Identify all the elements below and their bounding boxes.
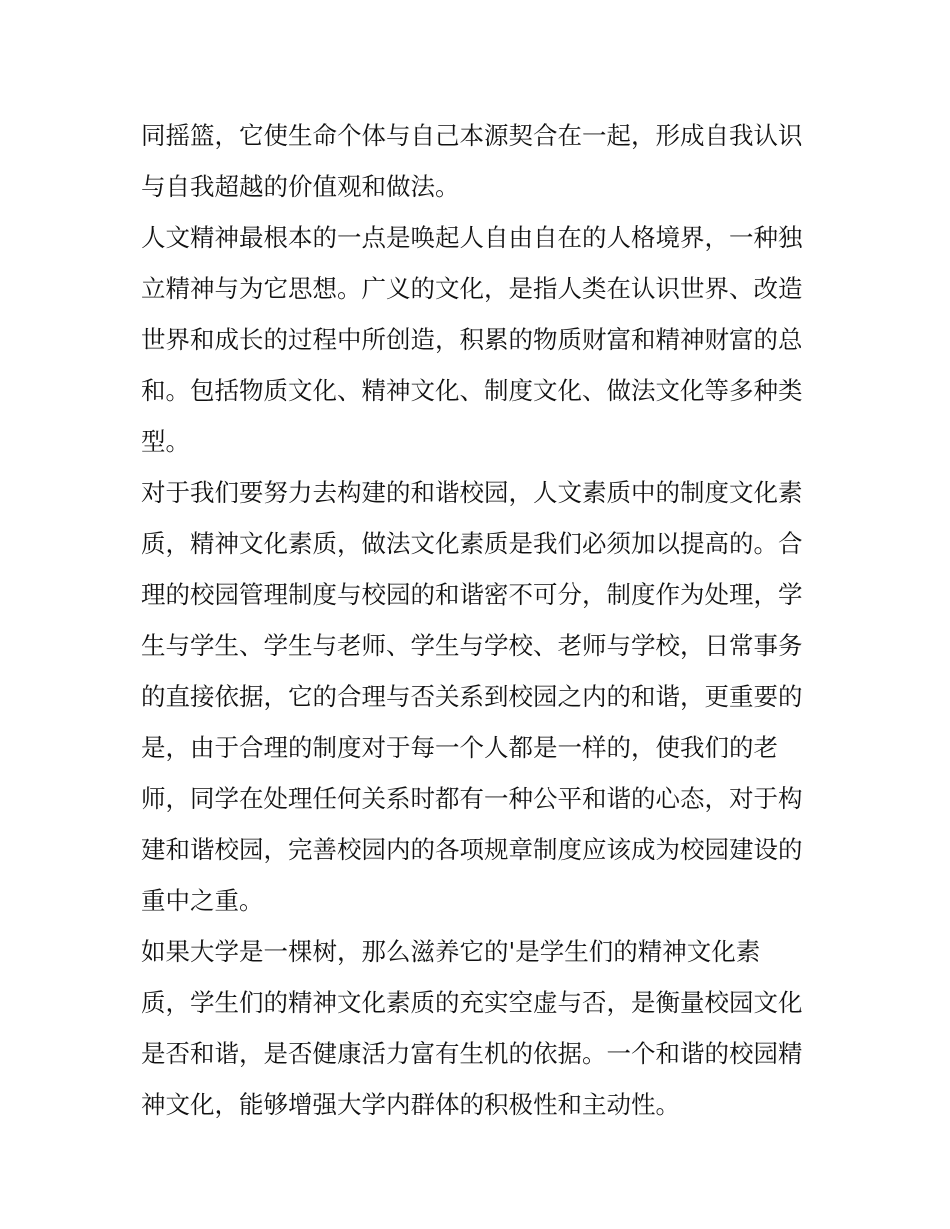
text-line: 师，同学在处理任何关系时都有一种公平和谐的心态，对于构 bbox=[141, 784, 803, 813]
text-line: 人文精神最根本的一点是唤起人自由自在的人格境界，一种独 bbox=[141, 223, 803, 252]
text-line: 质，学生们的精神文化素质的充实空虚与否，是衡量校园文化 bbox=[141, 988, 803, 1017]
text-line: 是，由于合理的制度对于每一个人都是一样的，使我们的老 bbox=[141, 733, 778, 762]
text-line: 是否和谐，是否健康活力富有生机的依据。一个和谐的校园精 bbox=[141, 1039, 803, 1068]
text-line: 和。包括物质文化、精神文化、制度文化、做法文化等多种类 bbox=[141, 376, 803, 405]
text-line: 重中之重。 bbox=[141, 886, 264, 915]
text-line: 型。 bbox=[141, 427, 190, 456]
text-line: 的直接依据，它的合理与否关系到校园之内的和谐，更重要的 bbox=[141, 682, 803, 711]
document-body bbox=[141, 110, 811, 1130]
text-line: 与自我超越的价值观和做法。 bbox=[141, 172, 460, 201]
text-line: 对于我们要努力去构建的和谐校园，人文素质中的制度文化素 bbox=[141, 478, 803, 507]
text-line: 生与学生、学生与老师、学生与学校、老师与学校，日常事务 bbox=[141, 631, 803, 660]
text-line: 神文化，能够增强大学内群体的积极性和主动性。 bbox=[141, 1090, 680, 1119]
text-line: 立精神与为它思想。广义的文化，是指人类在认识世界、改造 bbox=[141, 274, 803, 303]
text-line: 同摇篮，它使生命个体与自己本源契合在一起，形成自我认识 bbox=[141, 121, 803, 150]
text-line: 如果大学是一棵树，那么滋养它的'是学生们的精神文化素 bbox=[141, 937, 761, 966]
text-line: 世界和成长的过程中所创造，积累的物质财富和精神财富的总 bbox=[141, 325, 803, 354]
text-line: 建和谐校园，完善校园内的各项规章制度应该成为校园建设的 bbox=[141, 835, 803, 864]
text-line: 理的校园管理制度与校园的和谐密不可分，制度作为处理，学 bbox=[141, 580, 803, 609]
text-line: 质，精神文化素质，做法文化素质是我们必须加以提高的。合 bbox=[141, 529, 803, 558]
